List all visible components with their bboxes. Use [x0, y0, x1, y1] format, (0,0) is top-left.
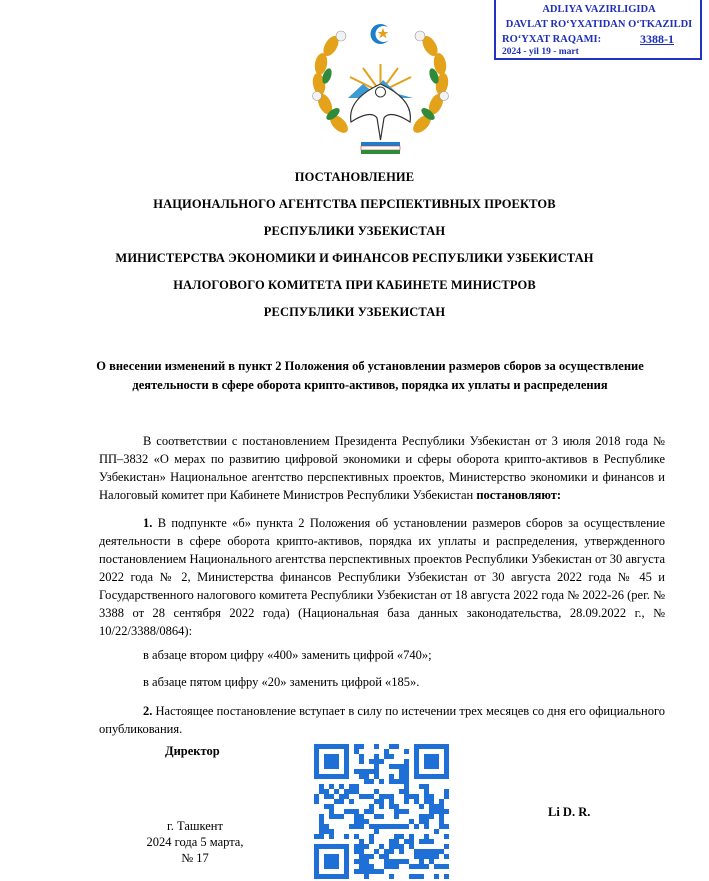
item-1: [99, 514, 665, 640]
stamp-line-2: DAVLAT RO‘YXATIDAN O‘TKAZILDI: [505, 19, 693, 30]
item-2-text: Настоящее постановление вступает в силу по истечении трех месяцев со дня его официального опубликования.: [99, 704, 666, 736]
item-1-sub-2: в абзаце пятом цифру «20» заменить цифрой «185».: [143, 675, 420, 689]
header-line-4: МИНИСТЕРСТВА ЭКОНОМИКИ И ФИНАНСОВ РЕСПУБЛИКИ УЗБЕКИСТАН: [115, 251, 594, 265]
item-1-text: В подпункте «б» пункта 2 Положения об установлении размеров сборов за осуществление деятельности в сфере оборота крипто-активов, порядка их уплаты и распределения, утвержденного постановлением Национального агентства перспективных проектов Республики Узбекистан от 30 августа 2022 года № 2, Министерства финансов Республики Узбекистан от 30 августа 2022 года № 45 и Государственного налогового комитета Республики Узбекистан от 18 августа 2022 года № 2022-26 (рег. № 3388 от 28 сентября 2022 года) (Национальная база данных законодательства, 28.09.2022 г., № 10/22/3388/0864):: [99, 516, 665, 638]
document-subject: О внесении изменений в пункт 2 Положения об установлении размеров сборов за осуществление деятельности в сфере оборота крипто-активов, порядка их уплаты и распределения: [96, 359, 644, 392]
state-emblem-icon: [303, 14, 458, 162]
header-line-3: РЕСПУБЛИКИ УЗБЕКИСТАН: [263, 224, 446, 238]
signatory-title: Директор: [165, 744, 220, 758]
stamp-reg-row: [502, 32, 696, 47]
preamble-text: В соответствии с постановлением Президента Республики Узбекистан от 3 июля 2018 года № ПП–3832 «О мерах по развитию цифровой экономики и сферы оборота крипто-активов в Республике Узбекистан» Национальное агентство перспективных проектов, Министерство экономики и финансов и Налоговый комитет при Кабинете Министров Республики Узбекистан: [99, 434, 665, 502]
header-line-1: ПОСТАНОВЛЕНИЕ: [294, 170, 415, 184]
header-line-5: НАЛОГОВОГО КОМИТЕТА ПРИ КАБИНЕТЕ МИНИСТРОВ: [173, 278, 536, 292]
item-2: [99, 702, 665, 738]
issue-date: 2024 года 5 марта,: [146, 835, 244, 849]
stamp-reg-label: RO‘YXAT RAQAMI:: [502, 34, 602, 45]
item-1-sub-1: в абзаце втором цифру «400» заменить цифрой «740»;: [143, 648, 432, 662]
item-1-number: 1.: [143, 516, 153, 530]
header-line-2: НАЦИОНАЛЬНОГО АГЕНТСТВА ПЕРСПЕКТИВНЫХ ПРОЕКТОВ: [153, 197, 556, 211]
stamp-reg-number: 3388-1: [640, 32, 674, 46]
issue-city: г. Ташкент: [167, 819, 223, 833]
registration-stamp: [494, 0, 702, 60]
issue-place-date: [120, 818, 270, 866]
stamp-date: 2024 - yil 19 - mart: [502, 47, 579, 57]
item-2-number: 2.: [143, 704, 153, 718]
issue-number: № 17: [181, 851, 209, 865]
qr-code-icon: [314, 744, 449, 881]
preamble: [99, 432, 665, 504]
signatory-name: Li D. R.: [548, 805, 591, 819]
stamp-line-1: ADLIYA VAZIRLIGIDA: [542, 4, 656, 15]
header-line-6: РЕСПУБЛИКИ УЗБЕКИСТАН: [263, 305, 446, 319]
preamble-verb: постановляют:: [476, 488, 562, 502]
